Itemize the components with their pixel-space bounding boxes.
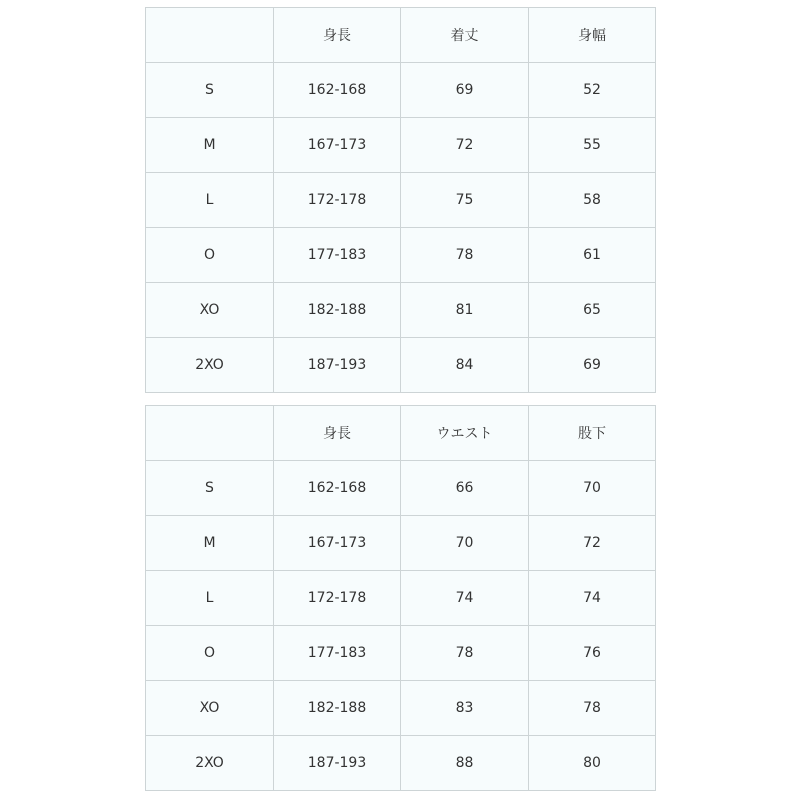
width-cell: 69	[529, 338, 656, 393]
size-cell: O	[146, 626, 274, 681]
size-cell: M	[146, 118, 274, 173]
height-cell: 182-188	[274, 283, 401, 338]
inseam-cell: 74	[529, 571, 656, 626]
size-cell: 2XO	[146, 736, 274, 791]
table-row	[146, 283, 656, 338]
header-cell-height: 身長	[274, 406, 401, 461]
header-cell-height: 身長	[274, 8, 401, 63]
size-cell: M	[146, 516, 274, 571]
height-cell: 162-168	[274, 63, 401, 118]
size-cell: L	[146, 571, 274, 626]
width-cell: 55	[529, 118, 656, 173]
width-cell: 52	[529, 63, 656, 118]
table-row	[146, 63, 656, 118]
header-cell-inseam: 股下	[529, 406, 656, 461]
size-cell: O	[146, 228, 274, 283]
waist-cell: 83	[401, 681, 529, 736]
inseam-cell: 72	[529, 516, 656, 571]
inseam-cell: 70	[529, 461, 656, 516]
width-cell: 65	[529, 283, 656, 338]
table-row	[146, 571, 656, 626]
height-cell: 187-193	[274, 338, 401, 393]
inseam-cell: 80	[529, 736, 656, 791]
size-cell: S	[146, 63, 274, 118]
table-row	[146, 228, 656, 283]
header-cell-width: 身幅	[529, 8, 656, 63]
inseam-cell: 78	[529, 681, 656, 736]
table-row	[146, 626, 656, 681]
table-row	[146, 681, 656, 736]
height-cell: 167-173	[274, 516, 401, 571]
header-cell-waist: ウエスト	[401, 406, 529, 461]
width-cell: 61	[529, 228, 656, 283]
size-cell: L	[146, 173, 274, 228]
width-cell: 58	[529, 173, 656, 228]
waist-cell: 74	[401, 571, 529, 626]
table-row	[146, 461, 656, 516]
length-cell: 81	[401, 283, 529, 338]
length-cell: 84	[401, 338, 529, 393]
height-cell: 172-178	[274, 571, 401, 626]
length-cell: 75	[401, 173, 529, 228]
table-header-row	[146, 406, 656, 461]
table-row	[146, 516, 656, 571]
height-cell: 162-168	[274, 461, 401, 516]
table-row	[146, 173, 656, 228]
tops-size-table	[145, 7, 656, 393]
waist-cell: 70	[401, 516, 529, 571]
bottoms-size-table	[145, 405, 656, 791]
waist-cell: 88	[401, 736, 529, 791]
size-cell: XO	[146, 681, 274, 736]
height-cell: 177-183	[274, 228, 401, 283]
height-cell: 167-173	[274, 118, 401, 173]
inseam-cell: 76	[529, 626, 656, 681]
header-cell-size	[146, 406, 274, 461]
header-cell-length: 着丈	[401, 8, 529, 63]
height-cell: 177-183	[274, 626, 401, 681]
header-cell-size	[146, 8, 274, 63]
height-cell: 172-178	[274, 173, 401, 228]
length-cell: 78	[401, 228, 529, 283]
table-row	[146, 338, 656, 393]
waist-cell: 66	[401, 461, 529, 516]
height-cell: 187-193	[274, 736, 401, 791]
length-cell: 69	[401, 63, 529, 118]
waist-cell: 78	[401, 626, 529, 681]
table-row	[146, 118, 656, 173]
size-cell: XO	[146, 283, 274, 338]
table-row	[146, 736, 656, 791]
table-header-row	[146, 8, 656, 63]
height-cell: 182-188	[274, 681, 401, 736]
size-cell: S	[146, 461, 274, 516]
length-cell: 72	[401, 118, 529, 173]
size-cell: 2XO	[146, 338, 274, 393]
